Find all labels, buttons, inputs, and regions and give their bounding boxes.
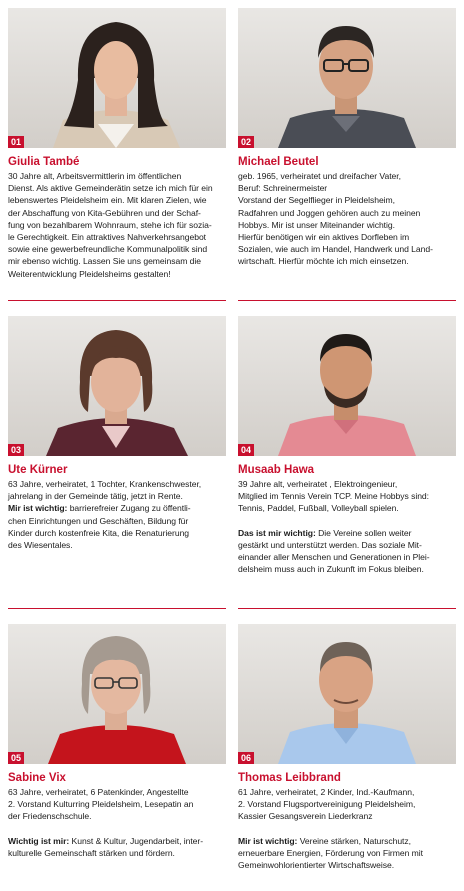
- candidate-number: 04: [238, 444, 254, 456]
- candidate-name: Ute Kürner: [8, 464, 68, 476]
- bio-line: erneuerbare Energien, Förderung von Firmen mit: [238, 847, 423, 858]
- candidate-number: 05: [8, 752, 24, 764]
- bio-line: Gemeinwohlorientierter Wirtschaftsweise.: [238, 860, 395, 871]
- bio-line: delsheim muss auch in Zukunft im Fokus bleiben.: [238, 564, 424, 575]
- divider: [8, 300, 226, 301]
- candidate-number: 01: [8, 136, 24, 148]
- bio-line: [238, 527, 456, 539]
- candidate-photo-2: [238, 8, 456, 148]
- candidate-card-1: [8, 8, 226, 280]
- bio-line: Dienst. Als aktive Gemeinderätin setze ich mich für ein: [8, 183, 213, 194]
- bio-line: 2. Vorstand Flugsportvereinigung Pleidelsheim,: [238, 799, 416, 810]
- bio-line: 63 Jahre, verheiratet, 6 Patenkinder, Angestellte: [8, 787, 189, 797]
- candidate-number: 03: [8, 444, 24, 456]
- candidate-bio: [8, 170, 226, 280]
- candidate-photo-1: [8, 8, 226, 148]
- bio-line: Weiterentwicklung Pleidelsheims gestalten!: [8, 268, 171, 279]
- candidate-bio: [8, 478, 226, 551]
- candidate-bio: [238, 786, 456, 871]
- bio-line: Kassier Gesangsverein Liederkranz: [238, 811, 373, 822]
- bio-line: fung von bezahlbarem Wohnraum, stehe ich für sozia-: [8, 219, 212, 230]
- candidate-card-5: [8, 624, 226, 859]
- bio-line: Vorstand der Segelflieger in Pleidelsheim,: [238, 195, 395, 206]
- bio-line: 2. Vorstand Kulturring Pleidelsheim, Lesepatin an: [8, 799, 194, 810]
- candidate-name: Michael Beutel: [238, 156, 319, 168]
- bio-line: [8, 835, 226, 847]
- divider: [238, 300, 456, 301]
- wichtig-text: Kunst & Kultur, Jugendarbeit, inter-: [69, 835, 204, 846]
- bio-line: Sozialen, wie auch im Handel, Handwerk und Land-: [238, 244, 433, 255]
- bio-line: [238, 835, 456, 847]
- wichtig-label: Wichtig ist mir:: [8, 835, 70, 846]
- divider: [238, 608, 456, 609]
- bio-line: Kinder durch kostenfreie Kita, die Renaturierung: [8, 527, 190, 538]
- candidate-name: Musaab Hawa: [238, 464, 315, 476]
- wichtig-text: barrierefreier Zugang zu öffentli-: [67, 503, 191, 514]
- bio-line: jahrelang in der Gemeinde tätig, jetzt in Rente.: [8, 491, 183, 502]
- candidate-name: Giulia També: [8, 156, 80, 168]
- bio-line: geb. 1965, verheiratet und dreifacher Vater,: [238, 171, 401, 181]
- candidate-name: Sabine Vix: [8, 772, 66, 784]
- candidate-bio: [8, 786, 226, 859]
- bio-line: Radfahren und Joggen gehören auch zu meinen: [238, 207, 421, 218]
- candidate-photo-3: [8, 316, 226, 456]
- bio-line: Beruf: Schreinermeister: [238, 183, 328, 194]
- bio-line: 61 Jahre, verheiratet, 2 Kinder, Ind.-Kaufmann,: [238, 787, 415, 797]
- bio-line: Hobbys. Mir ist unser Miteinander wichtig.: [238, 219, 395, 230]
- wichtig-label: Mir ist wichtig:: [8, 503, 68, 514]
- bio-line: gestärkt und unterstützt werden. Das soziale Mit-: [238, 539, 422, 550]
- bio-line: Mitglied im Tennis Verein TCP. Meine Hobbys sind:: [238, 491, 430, 502]
- divider: [8, 608, 226, 609]
- bio-line: 63 Jahre, verheiratet, 1 Tochter, Krankenschwester,: [8, 479, 202, 489]
- candidate-card-2: [238, 8, 456, 268]
- bio-line: wirtschaft. Hierfür möchte ich mich einsetzen.: [238, 256, 409, 267]
- bio-line: mir ebenso wichtig. Lassen Sie uns gemeinsam die: [8, 256, 201, 267]
- candidate-photo-4: [238, 316, 456, 456]
- bio-line: Hierfür benötigen wir ein aktives Dorfleben im: [238, 232, 410, 243]
- candidate-photo-6: [238, 624, 456, 764]
- candidate-name: Thomas Leibbrand: [238, 772, 341, 784]
- wichtig-text: Vereine stärken, Naturschutz,: [297, 835, 411, 846]
- bio-line: chen Einrichtungen und Geschäften, Bildung für: [8, 515, 189, 526]
- bio-line: sowie eine gewerbefreundliche Kommunalpolitik sind: [8, 244, 208, 255]
- wichtig-label: Mir ist wichtig:: [238, 835, 298, 846]
- bio-line: der Friedenschschule.: [8, 811, 92, 822]
- candidate-number: 02: [238, 136, 254, 148]
- candidate-bio: [238, 170, 456, 268]
- bio-line: lebenswertes Pleidelsheim ein. Mit klaren Zielen, wie: [8, 195, 207, 206]
- wichtig-text: Die Vereine sollen weiter: [315, 527, 412, 538]
- candidate-photo-5: [8, 624, 226, 764]
- candidate-card-4: [238, 316, 456, 575]
- bio-line: [8, 502, 226, 514]
- bio-line: Tennis, Paddel, Fußball, Volleyball spielen.: [238, 503, 399, 514]
- bio-line: le Gerechtigkeit. Ein attraktives Nahverkehrsangebot: [8, 232, 207, 243]
- bio-line: der Abschaffung von Kita-Gebühren und der Schaf-: [8, 207, 201, 218]
- candidate-card-6: [238, 624, 456, 871]
- bio-line: kulturelle Gemeinschaft stärken und fördern.: [8, 847, 175, 858]
- candidate-number: 06: [238, 752, 254, 764]
- bio-line: einander aller Menschen und Generationen in Plei-: [238, 552, 430, 563]
- bio-line: 39 Jahre alt, verheiratet , Elektroingenieur,: [238, 479, 398, 489]
- wichtig-label: Das ist mir wichtig:: [238, 527, 316, 538]
- candidate-card-3: [8, 316, 226, 551]
- bio-line: des Wiesentales.: [8, 540, 73, 551]
- bio-line: 30 Jahre alt, Arbeitsvermittlerin im öffentlichen: [8, 171, 182, 181]
- candidate-bio: [238, 478, 456, 575]
